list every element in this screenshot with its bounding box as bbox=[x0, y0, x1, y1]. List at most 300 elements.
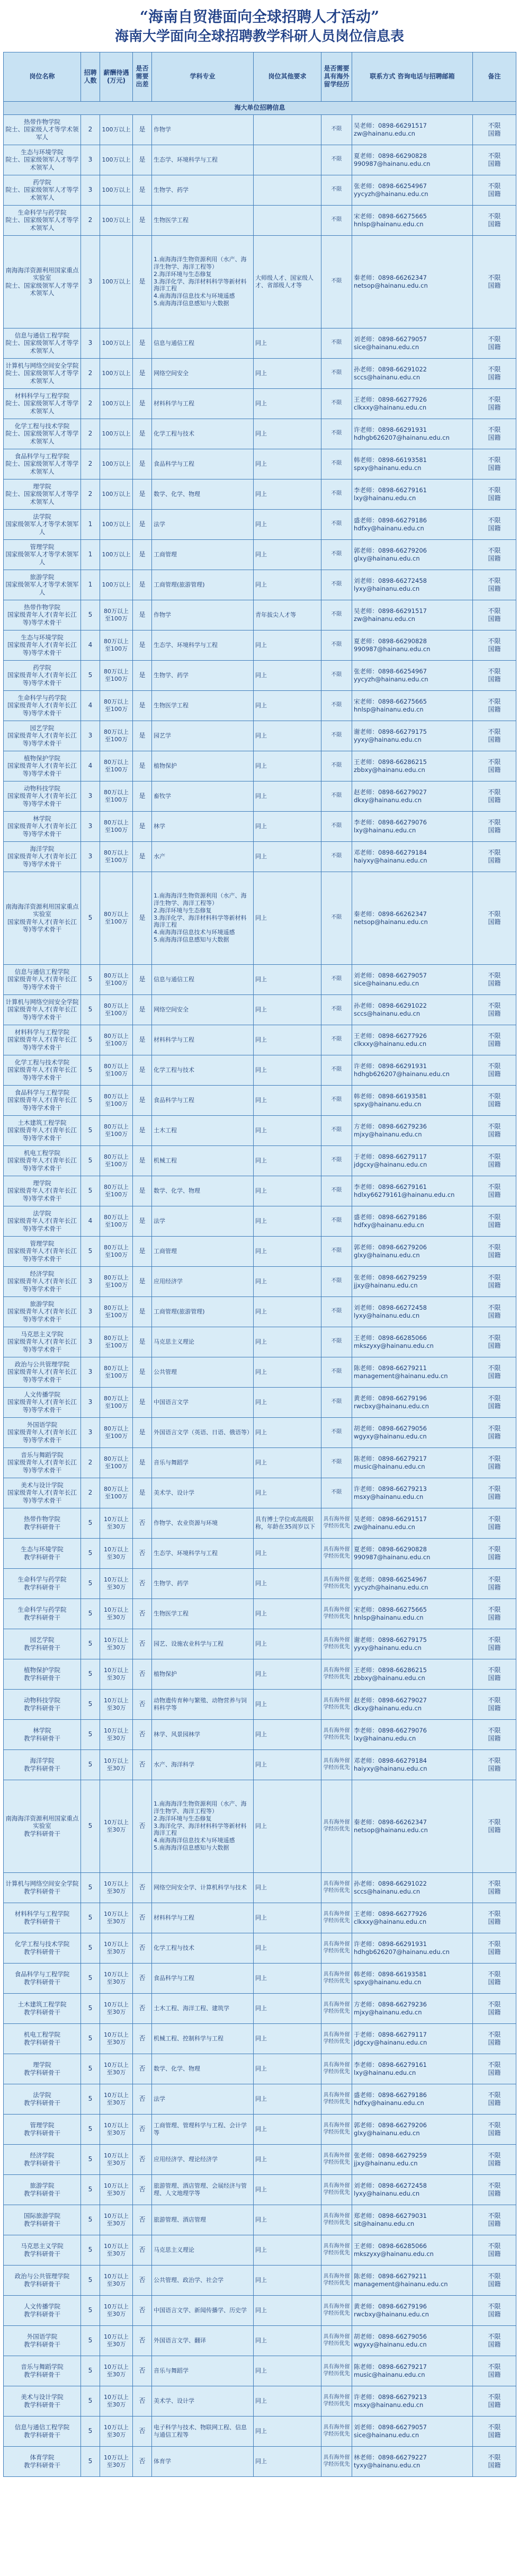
contact-cell: 吴老师：0898-66291517 zw@hainanu.edu.cn bbox=[352, 114, 473, 145]
count-cell: 5 bbox=[81, 600, 100, 630]
contact-cell: 张老师：0898-66279259 jjxy@hainanu.edu.cn bbox=[352, 2144, 473, 2174]
note-cell: 不限 国籍 bbox=[473, 841, 516, 872]
overseas-cell: 具有海外留学经历优先 bbox=[321, 2023, 352, 2054]
contact-cell: 刘老师：0898-66279057 sice@hainanu.edu.cn bbox=[352, 2416, 473, 2446]
note-cell: 不限 国籍 bbox=[473, 2235, 516, 2265]
contact-cell: 邓老师：0898-66279184 haiyxy@hainanu.edu.cn bbox=[352, 1749, 473, 1780]
travel-cell: 是 bbox=[133, 1145, 152, 1176]
major-cell: 水产 bbox=[152, 841, 254, 872]
note-cell: 不限 国籍 bbox=[473, 175, 516, 205]
note-cell: 不限 国籍 bbox=[473, 1659, 516, 1689]
count-cell: 5 bbox=[81, 2174, 100, 2205]
count-cell: 3 bbox=[81, 1417, 100, 1447]
table-row bbox=[4, 479, 516, 509]
table-row bbox=[4, 2446, 516, 2476]
count-cell: 5 bbox=[81, 1719, 100, 1749]
overseas-cell: 具有海外留学经历优先 bbox=[321, 1719, 352, 1749]
pay-cell: 10万以上至30万 bbox=[100, 2446, 133, 2476]
other-requirements-cell: 同上 bbox=[254, 1176, 321, 1206]
position-cell: 管理学院 国家级青年人才(青年长江等)等学术骨干 bbox=[4, 1236, 81, 1266]
note-cell: 不限 国籍 bbox=[473, 1629, 516, 1659]
major-cell: 林学、风景园林学 bbox=[152, 1719, 254, 1749]
pay-cell: 80万以上至100万 bbox=[100, 1296, 133, 1327]
overseas-cell: 具有海外留学经历优先 bbox=[321, 2386, 352, 2416]
major-cell: 信息与通信工程 bbox=[152, 964, 254, 994]
pay-cell: 100万以上 bbox=[100, 235, 133, 328]
position-cell: 热带作物学院 教学科研骨干 bbox=[4, 1508, 81, 1538]
position-cell: 海洋学院 国家级青年人才(青年长江等)等学术骨干 bbox=[4, 841, 81, 872]
note-cell: 不限 国籍 bbox=[473, 328, 516, 358]
note-cell: 不限 国籍 bbox=[473, 2446, 516, 2476]
table-row bbox=[4, 1387, 516, 1417]
count-cell: 5 bbox=[81, 2446, 100, 2476]
note-cell: 不限 国籍 bbox=[473, 1933, 516, 1963]
header-overseas: 是否需要具有海外留学经历 bbox=[321, 52, 352, 101]
count-cell: 5 bbox=[81, 1145, 100, 1176]
major-cell: 生物学、药学 bbox=[152, 1568, 254, 1598]
position-cell: 热带作物学院 院士、国家级人才等学术领军人 bbox=[4, 114, 81, 145]
count-cell: 3 bbox=[81, 1266, 100, 1296]
contact-cell: 夏老师：0898-66290828 990987@hainanu.edu.cn bbox=[352, 145, 473, 175]
other-requirements-cell: 同上 bbox=[254, 1568, 321, 1598]
note-cell: 不限 国籍 bbox=[473, 1993, 516, 2023]
travel-cell: 是 bbox=[133, 1417, 152, 1447]
major-cell: 材料科学与工程 bbox=[152, 388, 254, 419]
other-requirements-cell: 同上 bbox=[254, 1749, 321, 1780]
pay-cell: 100万以上 bbox=[100, 328, 133, 358]
other-requirements-cell bbox=[254, 114, 321, 145]
note-cell: 不限 国籍 bbox=[473, 2023, 516, 2054]
major-cell: 外国语言文学（英语、日语、俄语等） bbox=[152, 1417, 254, 1447]
table-row bbox=[4, 1903, 516, 1933]
note-cell: 不限 国籍 bbox=[473, 781, 516, 811]
pay-cell: 80万以上至100万 bbox=[100, 811, 133, 841]
table-row bbox=[4, 235, 516, 328]
position-cell: 材料科学与工程学院 教学科研骨干 bbox=[4, 1903, 81, 1933]
position-cell: 美术与设计学院 教学科研骨干 bbox=[4, 2386, 81, 2416]
contact-cell: 于老师：0898-66279117 jdgcxy@hainanu.edu.cn bbox=[352, 2023, 473, 2054]
pay-cell: 10万以上至30万 bbox=[100, 1993, 133, 2023]
pay-cell: 10万以上至30万 bbox=[100, 1629, 133, 1659]
count-cell: 2 bbox=[81, 419, 100, 449]
count-cell: 5 bbox=[81, 1568, 100, 1598]
pay-cell: 10万以上至30万 bbox=[100, 2054, 133, 2084]
position-cell: 林学院 国家级青年人才(青年长江等)等学术骨干 bbox=[4, 811, 81, 841]
position-cell: 食品科学与工程学院 院士、国家级领军人才等学术领军人 bbox=[4, 449, 81, 479]
table-row bbox=[4, 570, 516, 600]
overseas-cell: 具有海外留学经历优先 bbox=[321, 2114, 352, 2144]
other-requirements-cell: 同上 bbox=[254, 964, 321, 994]
position-cell: 美术与设计学院 国家级青年人才(青年长江等)等学术骨干 bbox=[4, 1478, 81, 1508]
other-requirements-cell: 同上 bbox=[254, 1993, 321, 2023]
note-cell: 不限 国籍 bbox=[473, 449, 516, 479]
contact-cell: 王老师：0898-66277926 clkxxy@hainanu.edu.cn bbox=[352, 1025, 473, 1055]
travel-cell: 是 bbox=[133, 1327, 152, 1357]
major-cell: 化学工程与技术 bbox=[152, 1933, 254, 1963]
travel-cell: 是 bbox=[133, 205, 152, 235]
position-cell: 计算机与网络空间安全学院 教学科研骨干 bbox=[4, 1872, 81, 1903]
position-cell: 南海海洋资源利用国家重点实验室 教学科研骨干 bbox=[4, 1780, 81, 1872]
major-cell: 法学 bbox=[152, 1206, 254, 1236]
count-cell: 1 bbox=[81, 509, 100, 539]
contact-cell: 孙老师：0898-66291022 sccs@hainanu.edu.cn bbox=[352, 1872, 473, 1903]
table-row bbox=[4, 358, 516, 388]
major-cell: 外国语言文学、翻译 bbox=[152, 2325, 254, 2356]
note-cell: 不限 国籍 bbox=[473, 1963, 516, 1993]
count-cell: 5 bbox=[81, 1993, 100, 2023]
position-cell: 计算机与网络空间安全学院 院士、国家级领军人才等学术领军人 bbox=[4, 358, 81, 388]
count-cell: 2 bbox=[81, 449, 100, 479]
note-cell: 不限 国籍 bbox=[473, 1206, 516, 1236]
travel-cell: 是 bbox=[133, 964, 152, 994]
count-cell: 5 bbox=[81, 1025, 100, 1055]
position-cell: 化学工程与技术学院 教学科研骨干 bbox=[4, 1933, 81, 1963]
overseas-cell: 具有海外留学经历优先 bbox=[321, 1872, 352, 1903]
major-cell: 信息与通信工程 bbox=[152, 328, 254, 358]
travel-cell: 否 bbox=[133, 1719, 152, 1749]
travel-cell: 否 bbox=[133, 2356, 152, 2386]
title-line-2: 海南大学面向全球招聘教学科研人员岗位信息表 bbox=[114, 29, 404, 45]
table-row bbox=[4, 751, 516, 781]
note-cell: 不限 国籍 bbox=[473, 145, 516, 175]
position-cell: 生命科学与药学院 院士、国家级领军人才等学术领军人 bbox=[4, 205, 81, 235]
overseas-cell: 不限 bbox=[321, 1055, 352, 1085]
table-row bbox=[4, 114, 516, 145]
contact-cell: 张老师：0898-66279259 jjxy@hainanu.edu.cn bbox=[352, 1266, 473, 1296]
table-row bbox=[4, 721, 516, 751]
note-cell: 不限 国籍 bbox=[473, 1115, 516, 1145]
note-cell: 不限 国籍 bbox=[473, 1872, 516, 1903]
overseas-cell: 不限 bbox=[321, 1025, 352, 1055]
major-cell: 作物学、农业资源与环境 bbox=[152, 1508, 254, 1538]
note-cell: 不限 国籍 bbox=[473, 2386, 516, 2416]
table-row bbox=[4, 328, 516, 358]
other-requirements-cell: 同上 bbox=[254, 1327, 321, 1357]
other-requirements-cell: 同上 bbox=[254, 1689, 321, 1719]
table-row bbox=[4, 2235, 516, 2265]
position-cell: 理学院 院士、国家级领军人才等学术领军人 bbox=[4, 479, 81, 509]
overseas-cell: 不限 bbox=[321, 175, 352, 205]
pay-cell: 10万以上至30万 bbox=[100, 2084, 133, 2114]
note-cell: 不限 国籍 bbox=[473, 811, 516, 841]
contact-cell: 王老师：0898-66285066 mkszyxy@hainanu.edu.cn bbox=[352, 2235, 473, 2265]
table-row bbox=[4, 1780, 516, 1872]
pay-cell: 10万以上至30万 bbox=[100, 2325, 133, 2356]
pay-cell: 80万以上至100万 bbox=[100, 1417, 133, 1447]
overseas-cell: 不限 bbox=[321, 1115, 352, 1145]
travel-cell: 是 bbox=[133, 811, 152, 841]
contact-cell: 方老师：0898-66279236 mjxy@hainanu.edu.cn bbox=[352, 1993, 473, 2023]
position-cell: 材料科学与工程学院 院士、国家级领军人才等学术领军人 bbox=[4, 388, 81, 419]
pay-cell: 80万以上至100万 bbox=[100, 1206, 133, 1236]
position-cell: 理学院 教学科研骨干 bbox=[4, 2054, 81, 2084]
position-cell: 园艺学院 教学科研骨干 bbox=[4, 1629, 81, 1659]
table-row bbox=[4, 1629, 516, 1659]
position-cell: 经济学院 教学科研骨干 bbox=[4, 2144, 81, 2174]
other-requirements-cell: 同上 bbox=[254, 2023, 321, 2054]
overseas-cell: 具有海外留学经历优先 bbox=[321, 2235, 352, 2265]
overseas-cell: 不限 bbox=[321, 1478, 352, 1508]
other-requirements-cell: 同上 bbox=[254, 1266, 321, 1296]
count-cell: 5 bbox=[81, 2356, 100, 2386]
other-requirements-cell: 同上 bbox=[254, 660, 321, 690]
travel-cell: 否 bbox=[133, 2386, 152, 2416]
note-cell: 不限 国籍 bbox=[473, 2114, 516, 2144]
contact-cell: 李老师：0898-66279076 lxy@hainanu.edu.cn bbox=[352, 811, 473, 841]
count-cell: 5 bbox=[81, 2084, 100, 2114]
contact-cell: 赵老师：0898-66279027 dkxy@hainanu.edu.cn bbox=[352, 1689, 473, 1719]
count-cell: 5 bbox=[81, 964, 100, 994]
travel-cell: 否 bbox=[133, 1659, 152, 1689]
note-cell: 不限 国籍 bbox=[473, 2356, 516, 2386]
overseas-cell: 具有海外留学经历优先 bbox=[321, 2205, 352, 2235]
contact-cell: 王老师：0898-66286215 zbbxy@hainanu.edu.cn bbox=[352, 1659, 473, 1689]
note-cell: 不限 国籍 bbox=[473, 721, 516, 751]
table-row bbox=[4, 2265, 516, 2295]
overseas-cell: 具有海外留学经历优先 bbox=[321, 2265, 352, 2295]
position-cell: 外国语学院 国家级青年人才(青年长江等)等学术骨干 bbox=[4, 1417, 81, 1447]
travel-cell: 是 bbox=[133, 1357, 152, 1387]
table-row bbox=[4, 1176, 516, 1206]
contact-cell: 秦老师：0898-66262347 netsop@hainanu.edu.cn bbox=[352, 872, 473, 964]
count-cell: 1 bbox=[81, 570, 100, 600]
other-requirements-cell: 同上 bbox=[254, 1872, 321, 1903]
position-cell: 计算机与网络空间安全学院 国家级青年人才(青年长江等)等学术骨干 bbox=[4, 994, 81, 1025]
pay-cell: 10万以上至30万 bbox=[100, 2174, 133, 2205]
major-cell: 植物保护 bbox=[152, 1659, 254, 1689]
header-position: 岗位名称 bbox=[4, 52, 81, 101]
header-pay: 薪酬待遇(万元) bbox=[100, 52, 133, 101]
position-cell: 机电工程学院 国家级青年人才(青年长江等)等学术骨干 bbox=[4, 1145, 81, 1176]
count-cell: 5 bbox=[81, 1085, 100, 1115]
table-row bbox=[4, 2295, 516, 2325]
table-row bbox=[4, 690, 516, 721]
note-cell: 不限 国籍 bbox=[473, 1176, 516, 1206]
pay-cell: 10万以上至30万 bbox=[100, 1508, 133, 1538]
travel-cell: 是 bbox=[133, 388, 152, 419]
contact-cell: 宋老师：0898-66275665 hnlsp@hainanu.edu.cn bbox=[352, 690, 473, 721]
contact-cell: 许老师：0898-66279213 msxy@hainanu.edu.cn bbox=[352, 1478, 473, 1508]
major-cell: 马克思主义理论 bbox=[152, 2235, 254, 2265]
contact-cell: 秦老师：0898-66262347 netsop@hainanu.edu.cn bbox=[352, 1780, 473, 1872]
other-requirements-cell: 同上 bbox=[254, 1417, 321, 1447]
table-row bbox=[4, 1659, 516, 1689]
other-requirements-cell: 同上 bbox=[254, 419, 321, 449]
count-cell: 5 bbox=[81, 872, 100, 964]
header-row bbox=[4, 52, 516, 101]
contact-cell: 郑老师：0898-66279031 sit@hainanu.edu.cn bbox=[352, 2205, 473, 2235]
pay-cell: 100万以上 bbox=[100, 175, 133, 205]
travel-cell: 是 bbox=[133, 1115, 152, 1145]
count-cell: 5 bbox=[81, 2235, 100, 2265]
overseas-cell: 不限 bbox=[321, 660, 352, 690]
table-row bbox=[4, 175, 516, 205]
major-cell: 化学工程与技术 bbox=[152, 419, 254, 449]
other-requirements-cell bbox=[254, 205, 321, 235]
major-cell: 美术学、设计学 bbox=[152, 1478, 254, 1508]
contact-cell: 刘老师：0898-66272458 lyxy@hainanu.edu.cn bbox=[352, 2174, 473, 2205]
overseas-cell: 具有海外留学经历优先 bbox=[321, 1538, 352, 1568]
other-requirements-cell: 同上 bbox=[254, 2295, 321, 2325]
table-row bbox=[4, 1417, 516, 1447]
other-requirements-cell: 同上 bbox=[254, 1055, 321, 1085]
major-cell: 作物学 bbox=[152, 114, 254, 145]
major-cell: 数学、化学、物理 bbox=[152, 2054, 254, 2084]
pay-cell: 80万以上至100万 bbox=[100, 1327, 133, 1357]
overseas-cell: 不限 bbox=[321, 781, 352, 811]
table-header bbox=[4, 52, 516, 101]
major-cell: 材料科学与工程 bbox=[152, 1903, 254, 1933]
major-cell: 1.南海海洋生物资源利用（水产、海洋生物学、海洋工程等） 2.海洋环境与生态修复 3.海洋化学、海洋材料科学等新材料海洋工程 4.南海海洋信息技术与环境遥感 5.南海海洋信息感知与大数据 bbox=[152, 872, 254, 964]
table-row bbox=[4, 2023, 516, 2054]
contact-cell: 韩老师：0898-66193581 spxy@hainanu.edu.cn bbox=[352, 1963, 473, 1993]
position-cell: 理学院 国家级青年人才(青年长江等)等学术骨干 bbox=[4, 1176, 81, 1206]
note-cell: 不限 国籍 bbox=[473, 872, 516, 964]
contact-cell: 许老师：0898-66291931 hdhgb626207@hainanu.edu.cn bbox=[352, 1933, 473, 1963]
overseas-cell: 具有海外留学经历优先 bbox=[321, 1903, 352, 1933]
contact-cell: 郭老师：0898-66279206 glxy@hainanu.edu.cn bbox=[352, 1236, 473, 1266]
pay-cell: 80万以上至100万 bbox=[100, 1115, 133, 1145]
overseas-cell: 不限 bbox=[321, 449, 352, 479]
travel-cell: 是 bbox=[133, 690, 152, 721]
other-requirements-cell: 同上 bbox=[254, 1903, 321, 1933]
position-cell: 法学院 教学科研骨干 bbox=[4, 2084, 81, 2114]
pay-cell: 10万以上至30万 bbox=[100, 2265, 133, 2295]
other-requirements-cell: 同上 bbox=[254, 2054, 321, 2084]
overseas-cell: 具有海外留学经历优先 bbox=[321, 1780, 352, 1872]
position-cell: 管理学院 教学科研骨干 bbox=[4, 2114, 81, 2144]
note-cell: 不限 国籍 bbox=[473, 2416, 516, 2446]
travel-cell: 否 bbox=[133, 2325, 152, 2356]
other-requirements-cell: 具有博士学位或高级职称，年龄在35周岁以下 bbox=[254, 1508, 321, 1538]
overseas-cell: 具有海外留学经历优先 bbox=[321, 2174, 352, 2205]
overseas-cell: 具有海外留学经历优先 bbox=[321, 2325, 352, 2356]
count-cell: 2 bbox=[81, 358, 100, 388]
contact-cell: 宋老师：0898-66275665 hnlsp@hainanu.edu.cn bbox=[352, 1598, 473, 1629]
overseas-cell: 不限 bbox=[321, 872, 352, 964]
count-cell: 4 bbox=[81, 751, 100, 781]
position-cell: 法学院 国家级领军人才等学术领军人 bbox=[4, 509, 81, 539]
count-cell: 5 bbox=[81, 2114, 100, 2144]
overseas-cell: 具有海外留学经历优先 bbox=[321, 1933, 352, 1963]
contact-cell: 黄老师：0898-66279196 rwcbxy@hainanu.edu.cn bbox=[352, 2295, 473, 2325]
overseas-cell: 不限 bbox=[321, 1236, 352, 1266]
travel-cell: 是 bbox=[133, 509, 152, 539]
note-cell: 不限 国籍 bbox=[473, 1478, 516, 1508]
overseas-cell: 不限 bbox=[321, 994, 352, 1025]
table-row bbox=[4, 811, 516, 841]
overseas-cell: 不限 bbox=[321, 751, 352, 781]
travel-cell: 是 bbox=[133, 660, 152, 690]
position-cell: 国际旅游学院 教学科研骨干 bbox=[4, 2205, 81, 2235]
overseas-cell: 不限 bbox=[321, 145, 352, 175]
major-cell: 植物保护 bbox=[152, 751, 254, 781]
major-cell: 食品科学与工程 bbox=[152, 1963, 254, 1993]
travel-cell: 是 bbox=[133, 1478, 152, 1508]
table-row bbox=[4, 449, 516, 479]
position-cell: 南海海洋资源利用国家重点实验室 国家级青年人才(青年长江等)等学术骨干 bbox=[4, 872, 81, 964]
position-cell: 外国语学院 教学科研骨干 bbox=[4, 2325, 81, 2356]
contact-cell: 刘老师：0898-66272458 lyxy@hainanu.edu.cn bbox=[352, 570, 473, 600]
travel-cell: 否 bbox=[133, 1749, 152, 1780]
other-requirements-cell: 同上 bbox=[254, 1659, 321, 1689]
major-cell: 数学、化学、物理 bbox=[152, 1176, 254, 1206]
pay-cell: 10万以上至30万 bbox=[100, 1963, 133, 1993]
overseas-cell: 不限 bbox=[321, 1357, 352, 1387]
other-requirements-cell: 同上 bbox=[254, 994, 321, 1025]
major-cell: 土木工程、海洋工程、建筑学 bbox=[152, 1993, 254, 2023]
note-cell: 不限 国籍 bbox=[473, 1689, 516, 1719]
pay-cell: 10万以上至30万 bbox=[100, 1780, 133, 1872]
contact-cell: 李老师：0898-66279161 lxy@hainanu.edu.cn bbox=[352, 2054, 473, 2084]
contact-cell: 张老师：0898-66254967 yycyzh@hainanu.edu.cn bbox=[352, 175, 473, 205]
travel-cell: 是 bbox=[133, 600, 152, 630]
travel-cell: 否 bbox=[133, 1903, 152, 1933]
overseas-cell: 具有海外留学经历优先 bbox=[321, 1508, 352, 1538]
note-cell: 不限 国籍 bbox=[473, 600, 516, 630]
travel-cell: 是 bbox=[133, 1236, 152, 1266]
overseas-cell: 不限 bbox=[321, 1206, 352, 1236]
table-row bbox=[4, 1993, 516, 2023]
other-requirements-cell: 同上 bbox=[254, 2205, 321, 2235]
travel-cell: 是 bbox=[133, 328, 152, 358]
travel-cell: 是 bbox=[133, 872, 152, 964]
contact-cell: 孙老师：0898-66291022 sccs@hainanu.edu.cn bbox=[352, 358, 473, 388]
other-requirements-cell: 青年拔尖人才等 bbox=[254, 600, 321, 630]
overseas-cell: 不限 bbox=[321, 600, 352, 630]
other-requirements-cell: 同上 bbox=[254, 2386, 321, 2416]
position-cell: 信息与通信工程学院 教学科研骨干 bbox=[4, 2416, 81, 2446]
other-requirements-cell: 同上 bbox=[254, 1296, 321, 1327]
table-row bbox=[4, 1508, 516, 1538]
table-row bbox=[4, 600, 516, 630]
other-requirements-cell: 同上 bbox=[254, 811, 321, 841]
position-cell: 体育学院 教学科研骨干 bbox=[4, 2446, 81, 2476]
pay-cell: 10万以上至30万 bbox=[100, 1659, 133, 1689]
other-requirements-cell: 同上 bbox=[254, 1538, 321, 1568]
travel-cell: 是 bbox=[133, 721, 152, 751]
table-row bbox=[4, 1478, 516, 1508]
major-cell: 应用经济学 bbox=[152, 1266, 254, 1296]
contact-cell: 刘老师：0898-66279057 sice@hainanu.edu.cn bbox=[352, 328, 473, 358]
travel-cell: 否 bbox=[133, 1508, 152, 1538]
table-row bbox=[4, 1055, 516, 1085]
pay-cell: 80万以上至100万 bbox=[100, 781, 133, 811]
overseas-cell: 具有海外留学经历优先 bbox=[321, 2356, 352, 2386]
table-row bbox=[4, 2416, 516, 2446]
position-cell: 食品科学与工程学院 教学科研骨干 bbox=[4, 1963, 81, 1993]
note-cell: 不限 国籍 bbox=[473, 1417, 516, 1447]
travel-cell: 是 bbox=[133, 1025, 152, 1055]
position-cell: 信息与通信工程学院 国家级青年人才(青年长江等)等学术骨干 bbox=[4, 964, 81, 994]
header-major: 学科专业 bbox=[152, 52, 254, 101]
travel-cell: 否 bbox=[133, 2054, 152, 2084]
position-cell: 植物保护学院 国家级青年人才(青年长江等)等学术骨干 bbox=[4, 751, 81, 781]
overseas-cell: 不限 bbox=[321, 841, 352, 872]
other-requirements-cell: 同上 bbox=[254, 388, 321, 419]
travel-cell: 否 bbox=[133, 2235, 152, 2265]
major-cell: 体育学 bbox=[152, 2446, 254, 2476]
position-cell: 机电工程学院 教学科研骨干 bbox=[4, 2023, 81, 2054]
other-requirements-cell: 同上 bbox=[254, 872, 321, 964]
other-requirements-cell: 同上 bbox=[254, 1085, 321, 1115]
other-requirements-cell: 同上 bbox=[254, 1025, 321, 1055]
section-row bbox=[4, 101, 516, 114]
pay-cell: 10万以上至30万 bbox=[100, 1749, 133, 1780]
position-cell: 化学工程与技术学院 院士、国家级领军人才等学术领军人 bbox=[4, 419, 81, 449]
travel-cell: 否 bbox=[133, 1933, 152, 1963]
table-row bbox=[4, 781, 516, 811]
